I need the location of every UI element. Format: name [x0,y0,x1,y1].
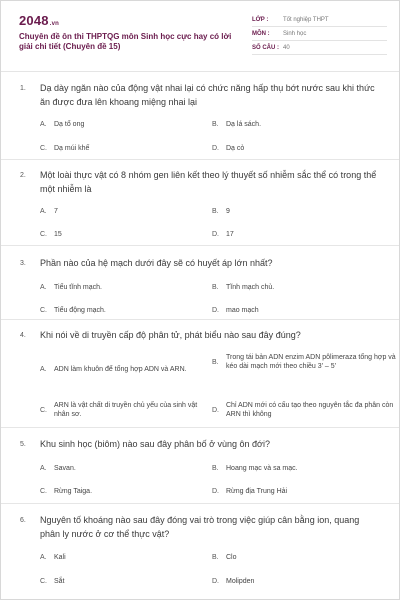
question-6 [20,513,379,585]
option-text: Dạ lá sách. [226,121,262,128]
question-divider [1,159,399,160]
logo-suffix: .vn [49,21,60,27]
option-letter: C. [40,578,47,585]
option-text: Tiểu tĩnh mạch. [54,284,102,291]
site-logo[interactable] [19,13,59,28]
option-a[interactable] [40,365,205,374]
option-letter: C. [40,406,47,414]
question-text: Khi nói về di truyền cấp độ phân tử, phát biểu nào sau đây đúng? [40,330,301,340]
option-letter: D. [212,488,219,495]
header-divider [1,71,399,72]
option-b[interactable] [212,283,274,292]
option-letter: B. [212,121,219,128]
option-a[interactable] [40,283,102,292]
question-divider [1,319,399,320]
option-text: 17 [226,231,234,238]
option-c[interactable] [40,230,62,239]
option-letter: B. [212,208,219,215]
meta-row-subject [252,27,387,41]
option-c[interactable] [40,487,92,496]
option-text: Kali [54,554,66,561]
meta-row-class [252,13,387,27]
option-letter: A. [40,121,47,128]
question-number: 6. [20,517,26,524]
option-text: Dạ múi khế [54,145,90,152]
question-number: 2. [20,172,26,179]
question-text: Một loài thực vật có 8 nhóm gen liên kết theo lý thuyết số nhiễm sắc thể có trong thể một nhiễm là [40,170,377,194]
option-text: Rừng Taiga. [54,488,93,495]
option-letter: D. [212,307,219,314]
option-letter: B. [212,284,219,291]
option-letter: D. [212,231,219,238]
meta-key: LỚP : [252,16,269,23]
option-d[interactable] [212,487,287,496]
option-text: Dạ tổ ong [54,121,85,128]
option-letter: C. [40,488,47,495]
option-text: 7 [54,208,58,215]
option-text: Molipden [226,578,255,585]
option-letter: D. [212,406,219,414]
option-c[interactable] [40,306,106,315]
option-d[interactable] [212,306,259,315]
option-d[interactable] [212,144,244,153]
question-text: Nguyên tố khoáng nào sau đây đóng vai trò trong việc giúp cân bằng ion, quang phân ly nước ở cơ thể thực vật? [40,515,360,539]
option-letter: B. [212,554,219,561]
meta-value: Sinh học [283,30,307,37]
option-c[interactable] [40,577,65,586]
option-text: Rừng địa Trung Hải [226,488,288,495]
option-b[interactable] [212,120,261,129]
question-number: 4. [20,332,26,339]
option-text: 15 [54,231,62,238]
option-letter: D. [212,145,219,152]
option-text: mao mạch [226,307,259,314]
option-letter: A. [40,465,47,472]
option-letter: B. [212,358,219,366]
option-text: Tĩnh mạch chủ. [226,284,275,291]
option-text: 9 [226,208,230,215]
option-letter: A. [40,366,47,373]
option-c[interactable] [40,144,89,153]
option-a[interactable] [40,120,84,129]
option-letter: A. [40,284,47,291]
option-text: Sắt [54,578,65,585]
option-letter: C. [40,145,47,152]
option-a[interactable] [40,207,58,216]
option-text: Tiểu động mạch. [54,307,106,314]
question-3 [20,256,379,314]
option-b[interactable] [212,353,397,371]
question-divider [1,427,399,428]
option-letter: C. [40,307,47,314]
option-b[interactable] [212,553,237,562]
question-number: 3. [20,260,26,267]
option-letter: A. [40,554,47,561]
option-d[interactable] [212,401,397,419]
meta-key: SỐ CÂU : [252,44,279,51]
question-text: Dạ dày ngăn nào của động vật nhai lại có chức năng hấp thụ bớt nước sau khi thức ăn được đưa lên khoang miệng nhai lại [40,83,375,107]
question-text: Phần nào của hệ mạch dưới đây sẽ có huyết áp lớn nhất? [40,258,273,268]
meta-key: MÔN : [252,30,270,37]
option-letter: D. [212,578,219,585]
meta-row-count [252,41,387,55]
option-b[interactable] [212,207,230,216]
question-text: Khu sinh học (biôm) nào sau đây phân bố ở vùng ôn đới? [40,439,270,449]
option-d[interactable] [212,577,254,586]
option-d[interactable] [212,230,234,239]
option-text: Savan. [54,465,76,472]
question-divider [1,503,399,504]
option-text: Clo [226,554,237,561]
meta-value: Tốt nghiệp THPT [283,16,329,23]
option-a[interactable] [40,464,76,473]
option-text: Hoang mạc và sa mạc. [226,465,298,472]
option-a[interactable] [40,553,66,562]
option-text: Trong tái bản ADN enzim ADN pôlimeraza tổng hợp và kéo dài mạch mới theo chiều 3' – 5' [226,354,396,370]
option-letter: C. [40,231,47,238]
logo-text: 2048 [19,13,49,28]
option-c[interactable] [40,401,205,419]
meta-table [252,13,387,55]
option-text: Dạ cỏ [226,145,245,152]
option-b[interactable] [212,464,298,473]
option-text: Chỉ ADN mới có cấu tạo theo nguyên tắc đa phân còn ARN thì không [226,402,394,418]
question-4 [20,328,396,418]
option-letter: A. [40,208,47,215]
document-title: Chuyên đề ôn thi THPTQG môn Sinh học cực hay có lời giải chi tiết (Chuyên đề 15) [19,32,232,51]
option-text: ADN làm khuôn để tổng hợp ADN và ARN. [54,366,187,373]
question-1 [20,81,379,152]
question-5 [20,437,379,495]
meta-value: 40 [283,44,290,51]
question-2 [20,168,379,238]
question-divider [1,245,399,246]
option-letter: B. [212,465,219,472]
question-number: 5. [20,441,26,448]
question-number: 1. [20,85,26,92]
option-text: ARN là vật chất di truyền chủ yếu của sinh vật nhân sơ. [54,402,198,418]
worksheet-header [1,1,399,61]
